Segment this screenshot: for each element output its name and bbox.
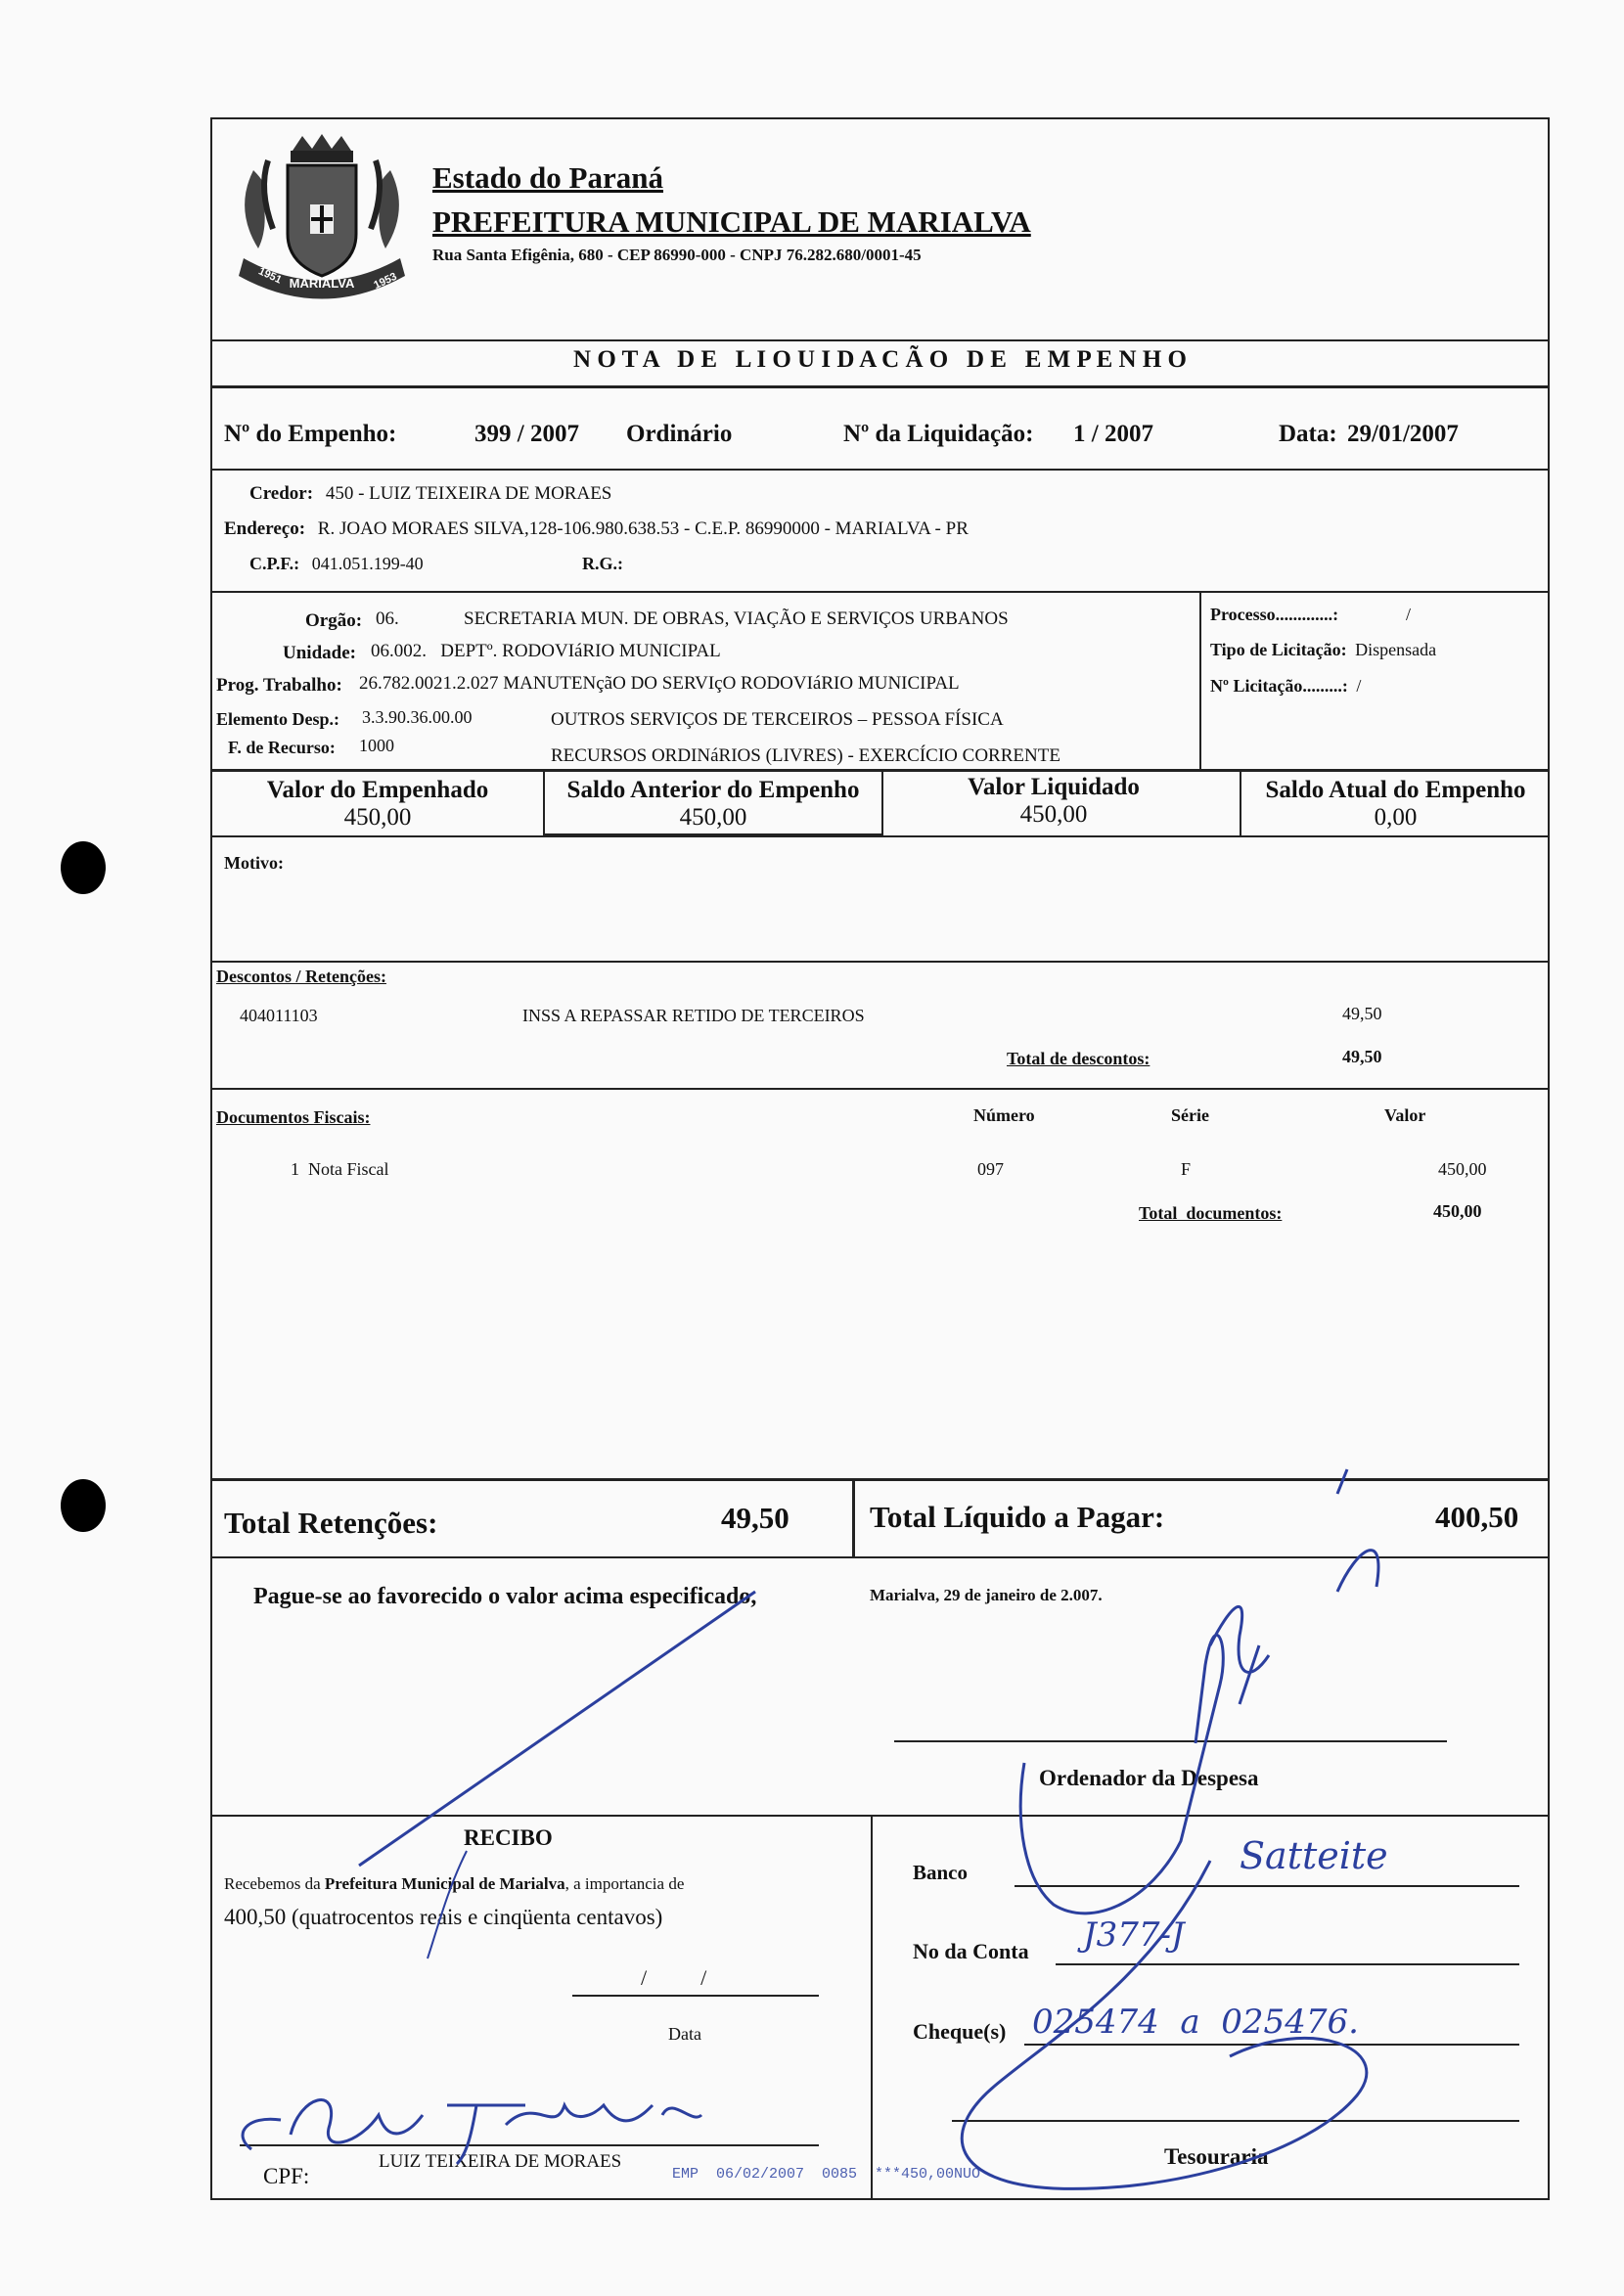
- signatures-overlay: [212, 119, 1548, 2198]
- orgao-label: Orgão:: [305, 610, 363, 631]
- recibo-title: RECIBO: [464, 1825, 553, 1850]
- endereco-value: R. JOAO MORAES SILVA,128-106.980.638.53 - C.E.P. 86990000 - MARIALVA - PR: [317, 518, 969, 539]
- documento-valor: 450,00: [1438, 1159, 1487, 1179]
- payment-stamp: EMP 06/02/2007 0085 ***450,00NUO: [672, 2166, 981, 2183]
- liquidation-label: Nº da Liquidação:: [843, 421, 1034, 447]
- saldo-anterior-value: 450,00: [679, 804, 747, 831]
- conta-handwritten: J377-J: [1083, 1915, 1185, 1955]
- prefecture-name: PREFEITURA MUNICIPAL DE MARIALVA: [432, 204, 1031, 239]
- col-numero: Número: [973, 1105, 1035, 1125]
- liquidation-form: [210, 117, 1550, 2200]
- crest-banner-text: MARIALVA: [289, 276, 355, 291]
- total-retencoes-value: 49,50: [721, 1501, 789, 1535]
- date-value: 29/01/2007: [1347, 421, 1459, 447]
- ordenador-signature-loop: [962, 1861, 1367, 2188]
- state-name: Estado do Paraná: [432, 160, 663, 195]
- ordenador-signature: [1020, 1606, 1269, 1913]
- liquidation-number: 1 / 2007: [1073, 421, 1153, 447]
- documento-numero: 097: [977, 1159, 1004, 1179]
- crest-year-left: 1951: [256, 265, 284, 287]
- elemento-code: 3.3.90.36.00.00: [362, 707, 473, 727]
- licitacao-num-label: Nº Licitação.........:: [1210, 676, 1348, 696]
- processo-label: Processo.............:: [1210, 605, 1339, 624]
- orgao-name: SECRETARIA MUN. DE OBRAS, VIAÇÃO E SERVIÇOS URBANOS: [464, 608, 1009, 629]
- total-liquido-label: Total Líquido a Pagar:: [870, 1500, 1165, 1534]
- place-date: Marialva, 29 de janeiro de 2.007.: [870, 1586, 1103, 1604]
- saldo-atual-label: Saldo Atual do Empenho: [1265, 777, 1526, 803]
- licitacao-num-value: /: [1356, 676, 1362, 696]
- recurso-label: F. de Recurso:: [228, 738, 336, 757]
- endereco-label: Endereço:: [224, 518, 306, 539]
- recibo-amount: 400,50 (quatrocentos reais e cinqüenta centavos): [224, 1905, 663, 1929]
- tesouraria-label: Tesouraria: [1164, 2144, 1269, 2169]
- licitacao-tipo-value: Dispensada: [1355, 640, 1437, 659]
- empenho-type: Ordinário: [626, 421, 733, 447]
- empenho-label: Nº do Empenho:: [224, 421, 397, 447]
- descontos-total-value: 49,50: [1342, 1047, 1382, 1066]
- descontos-total-label: Total de descontos:: [1007, 1049, 1150, 1068]
- unidade-value: 06.002. DEPTº. RODOVIáRIO MUNICIPAL: [371, 641, 721, 661]
- saldo-anterior-label: Saldo Anterior do Empenho: [566, 777, 860, 803]
- credor-label: Credor:: [249, 483, 314, 504]
- cpf-label: C.P.F.:: [249, 554, 300, 573]
- recibo-data-label: Data: [668, 2024, 701, 2044]
- valor-empenhado-value: 450,00: [343, 804, 412, 831]
- desconto-desc: INSS A REPASSAR RETIDO DE TERCEIROS: [522, 1006, 865, 1025]
- cheque-label: Cheque(s): [913, 2019, 1007, 2044]
- documento-desc: 1 Nota Fiscal: [291, 1159, 389, 1179]
- cancel-stroke: [359, 1592, 755, 1866]
- motivo-label: Motivo:: [224, 853, 284, 873]
- licitacao-tipo-label: Tipo de Licitação:: [1210, 640, 1347, 659]
- date-label: Data:: [1279, 421, 1337, 447]
- documentos-title: Documentos Fiscais:: [216, 1107, 371, 1127]
- cpf-value: 041.051.199-40: [311, 554, 424, 573]
- col-serie: Série: [1171, 1105, 1209, 1125]
- prog-value: 26.782.0021.2.027 MANUTENçãO DO SERVIçO RODOVIáRIO MUNICIPAL: [359, 673, 960, 694]
- elemento-name: OUTROS SERVIÇOS DE TERCEIROS – PESSOA FÍSICA: [551, 709, 1004, 730]
- total-retencoes-label: Total Retenções:: [224, 1506, 438, 1540]
- crest-year-right: 1953: [372, 270, 399, 293]
- orgao-code: 06.: [376, 608, 399, 629]
- recibo-text-suffix: , a importancia de: [564, 1874, 685, 1893]
- recurso-name: RECURSOS ORDINáRIOS (LIVRES) - EXERCÍCIO CORRENTE: [551, 745, 1060, 766]
- desconto-value: 49,50: [1342, 1004, 1382, 1023]
- recibo-text-prefix: Recebemos da: [224, 1874, 321, 1893]
- rg-label: R.G.:: [582, 554, 623, 573]
- recibo-signature: [243, 2100, 701, 2164]
- elemento-label: Elemento Desp.:: [216, 709, 339, 729]
- ordenador-label: Ordenador da Despesa: [1039, 1766, 1259, 1790]
- unidade-label: Unidade:: [283, 643, 356, 663]
- processo-value: /: [1406, 605, 1412, 624]
- conta-label: No da Conta: [913, 1939, 1029, 1963]
- punch-hole-top: [61, 841, 106, 894]
- prog-label: Prog. Trabalho:: [216, 675, 342, 696]
- col-valor: Valor: [1384, 1105, 1426, 1125]
- valor-liquidado-label: Valor Liquidado: [968, 774, 1140, 800]
- documentos-total-label: Total documentos:: [1139, 1203, 1283, 1223]
- ordenador-signature-tick: [1337, 1469, 1378, 1592]
- credor-value: 450 - LUIZ TEIXEIRA DE MORAES: [325, 483, 612, 504]
- cheque-handwritten: 025474 a 025476.: [1032, 2003, 1359, 2042]
- recibo-text-bold: Prefeitura Municipal de Marialva: [324, 1874, 565, 1893]
- recibo-date-slashes: / /: [641, 1965, 707, 1990]
- recibo-name: LUIZ TEIXEIRA DE MORAES: [379, 2151, 622, 2172]
- document-title: N O T A D E L I O U I D A C Ã O D E E M P E N H O: [573, 346, 1187, 373]
- saldo-atual-value: 0,00: [1374, 804, 1418, 831]
- valor-empenhado-label: Valor do Empenhado: [266, 777, 489, 803]
- banco-handwritten: Satteite: [1240, 1834, 1388, 1877]
- valor-liquidado-value: 450,00: [1019, 801, 1088, 828]
- desconto-code: 404011103: [240, 1006, 318, 1025]
- documento-serie: F: [1181, 1159, 1192, 1179]
- banco-label: Banco: [913, 1861, 969, 1884]
- descontos-title: Descontos / Retenções:: [216, 967, 386, 986]
- recurso-code: 1000: [359, 736, 394, 755]
- empenho-number: 399 / 2007: [474, 421, 579, 447]
- recibo-cpf-label: CPF:: [263, 2164, 310, 2188]
- punch-hole-bottom: [61, 1479, 106, 1532]
- total-liquido-value: 400,50: [1435, 1500, 1519, 1534]
- prefecture-address: Rua Santa Efigênia, 680 - CEP 86990-000 - CNPJ 76.282.680/0001-45: [432, 246, 922, 264]
- documentos-total-value: 450,00: [1433, 1201, 1482, 1221]
- pague-se-text: Pague-se ao favorecido o valor acima especificado,: [253, 1584, 757, 1609]
- recibo-signature-accent: [428, 1851, 467, 1958]
